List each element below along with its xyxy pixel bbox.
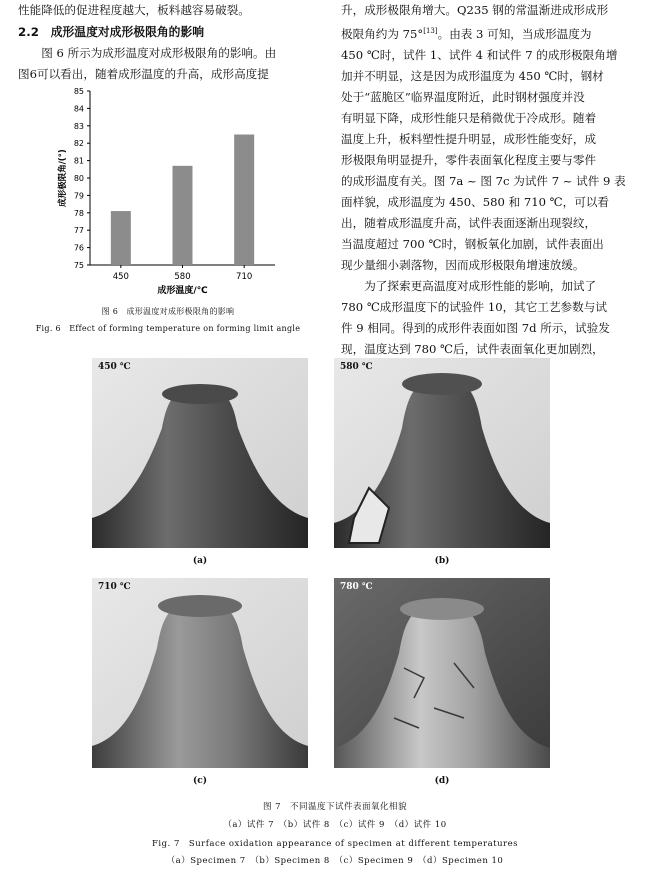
- paragraph-line: 件 9 相同。得到的成形件表面如图 7d 所示，试验发: [341, 320, 610, 335]
- paragraph-line: 出，随着成形温度升高，试件表面逐渐出现裂纹，: [341, 215, 597, 230]
- figure-7-subcaption-cn: （a）试件 7 （b）试件 8 （c）试件 9 （d）试件 10: [223, 820, 447, 830]
- right-column: [341, 0, 641, 360]
- paragraph-line: 的成形温度有关。图 7a ~ 图 7c 为试件 7 ~ 试件 9 表: [341, 173, 626, 188]
- y-tick-label: 76: [73, 243, 84, 253]
- photo-specimen-7: [92, 358, 308, 548]
- y-tick-label: 82: [73, 139, 84, 149]
- bar: [234, 135, 254, 266]
- paragraph-line: 图 6 所示为成形温度对成形极限角的影响。由: [41, 46, 277, 60]
- temperature-label: 710 ℃: [98, 582, 131, 592]
- paragraph-line: [341, 21, 641, 45]
- text-span: 。由表 3 可知，当成形温度为: [437, 26, 592, 41]
- paragraph-line: 有明显下降，成形性能只是稍微优于冷成形。随着: [341, 110, 597, 125]
- photo-label: (b): [434, 556, 450, 566]
- bar: [111, 211, 131, 265]
- figure-6-chart: [55, 85, 285, 295]
- x-tick-label: 710: [236, 272, 253, 282]
- photo-specimen-8: [334, 358, 550, 548]
- section-heading: 2.2 成形温度对成形极限角的影响: [18, 25, 205, 39]
- photo-label: (d): [434, 776, 450, 786]
- paragraph-line: 加并不明显，这是因为成形温度为 450 ℃时，钢材: [341, 68, 604, 83]
- y-tick-label: 75: [73, 261, 84, 270]
- figure-7-subcaption-en: （a）Specimen 7 （b）Specimen 8 （c）Specimen 9 （d）Specimen 10: [166, 856, 504, 866]
- paragraph-line: 处于“蓝脆区”临界温度附近，此时钢材强度并没: [341, 89, 585, 104]
- figure-6-caption-en: Fig. 6 Effect of forming temperature on forming limit angle: [35, 324, 301, 333]
- x-tick-label: 580: [174, 272, 191, 282]
- y-tick-label: 77: [73, 226, 84, 236]
- figure-7-caption-en: Fig. 7 Surface oxidation appearance of specimen at different temperatures: [152, 839, 518, 849]
- paragraph-line: 形极限角明显提升，零件表面氧化程度主要与零件: [341, 152, 597, 167]
- text-span: 极限角约为 75°: [341, 26, 424, 41]
- photo-specimen-9: [92, 578, 308, 768]
- temperature-label: 450 ℃: [98, 362, 131, 372]
- photo-label: (a): [192, 556, 208, 566]
- paragraph-line: 450 ℃时，试件 1、试件 4 和试件 7 的成形极限角增: [341, 47, 618, 62]
- y-tick-label: 78: [73, 208, 84, 218]
- photo-label: (c): [193, 776, 207, 786]
- paragraph-line: 当温度超过 700 ℃时，钢板氧化加剧，试件表面出: [341, 236, 604, 251]
- y-tick-label: 81: [73, 156, 84, 166]
- y-tick-label: 84: [73, 104, 84, 114]
- y-axis-label: 成形极限角/(°): [58, 149, 68, 207]
- y-tick-label: 79: [73, 191, 84, 201]
- y-tick-label: 83: [73, 121, 84, 131]
- paragraph-line: 性能降低的促进程度越大，板料越容易破裂。: [18, 3, 250, 17]
- paragraph-line: 面样貌，成形温度为 450、580 和 710 ℃，可以看: [341, 194, 610, 209]
- x-axis-label: 成形温度/℃: [157, 286, 208, 295]
- photo-specimen-10: [334, 578, 550, 768]
- temperature-label: 780 ℃: [340, 582, 373, 592]
- bar: [173, 166, 193, 265]
- y-tick-label: 85: [73, 87, 84, 96]
- citation-ref: [13]: [423, 27, 438, 35]
- figure-6-caption-cn: 图 6 成形温度对成形极限角的影响: [101, 307, 235, 316]
- left-column: [18, 0, 318, 85]
- paragraph-line: 图6可以看出，随着成形温度的升高，成形高度提: [18, 67, 269, 81]
- paragraph-line: 780 ℃成形温度下的试验件 10，其它工艺参数与试: [341, 299, 607, 314]
- paragraph-line: 温度上升，板料塑性提升明显，成形性能变好，成: [341, 131, 597, 146]
- paragraph-line: 现，温度达到 780 ℃后，试件表面氧化更加剧烈，: [341, 341, 604, 356]
- y-tick-label: 80: [73, 174, 84, 183]
- paragraph-line: 现少量细小剥落物，因而成形极限角增速放缓。: [341, 257, 585, 272]
- paragraph-line: 为了探索更高温度对成形性能的影响，加试了: [364, 278, 597, 293]
- figure-7-caption-cn: 图 7 不同温度下试件表面氧化相貌: [262, 802, 408, 812]
- x-tick-label: 450: [112, 272, 129, 282]
- paragraph-line: 升，成形极限角增大。Q235 钢的常温渐进成形成形: [341, 3, 609, 17]
- temperature-label: 580 ℃: [340, 362, 373, 372]
- bar-chart-svg: [55, 85, 285, 295]
